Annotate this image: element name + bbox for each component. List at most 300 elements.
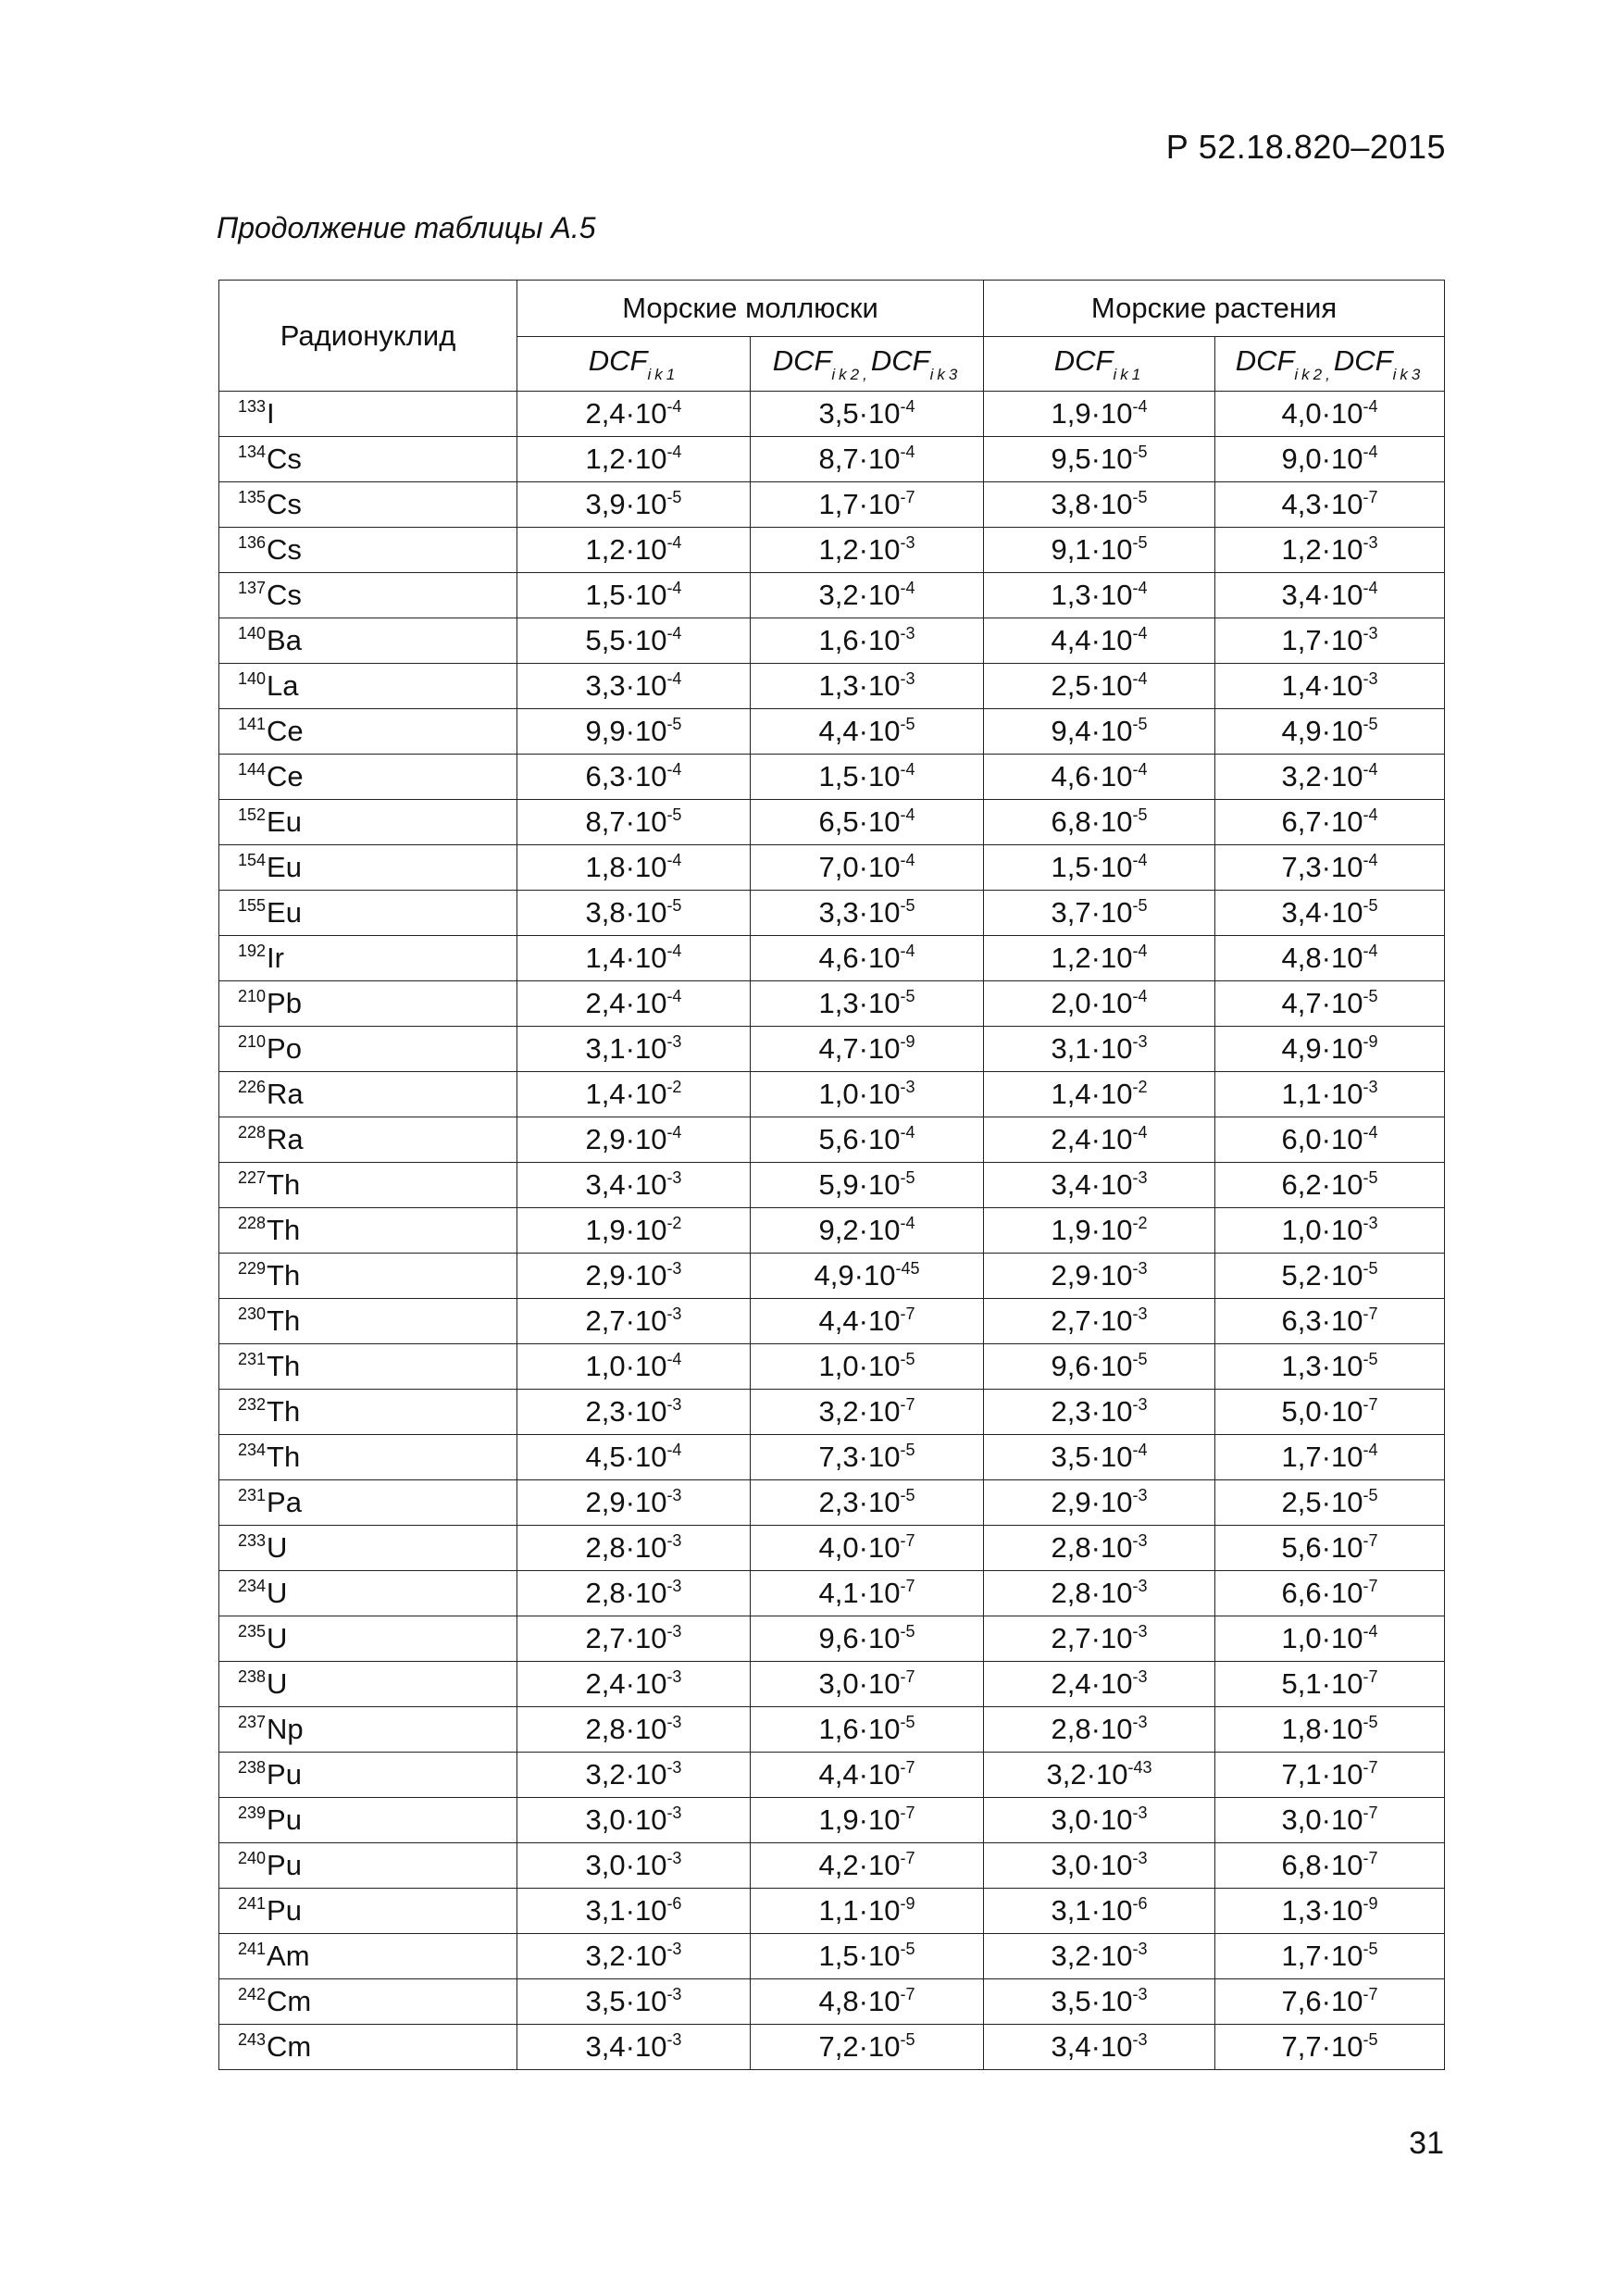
exponent: -3 bbox=[666, 1758, 682, 1777]
nuclide-cell bbox=[219, 936, 517, 981]
exponent: -4 bbox=[1363, 1622, 1378, 1641]
value-cell bbox=[1215, 981, 1445, 1027]
exponent: -43 bbox=[1127, 1758, 1152, 1777]
exponent: -3 bbox=[1132, 1395, 1148, 1414]
nuclide-cell bbox=[219, 618, 517, 664]
element-symbol: Am bbox=[267, 1940, 310, 1972]
nuclide-cell bbox=[219, 981, 517, 1027]
value-cell bbox=[1215, 1390, 1445, 1435]
value-cell bbox=[984, 1163, 1215, 1208]
mantissa: 8,7·10 bbox=[585, 805, 667, 838]
mantissa: 3,4·10 bbox=[1281, 896, 1363, 929]
nuclide-cell bbox=[219, 664, 517, 709]
exponent: -7 bbox=[1363, 1803, 1378, 1822]
exponent: -3 bbox=[1132, 1032, 1148, 1051]
value-cell bbox=[751, 1390, 984, 1435]
mantissa: 1,1·10 bbox=[818, 1894, 901, 1927]
element-symbol: Ce bbox=[267, 715, 304, 747]
exponent: -2 bbox=[1132, 1214, 1148, 1232]
table-row bbox=[219, 1480, 1445, 1526]
exponent: -3 bbox=[1363, 1078, 1378, 1096]
value-cell bbox=[517, 1571, 751, 1616]
table-row bbox=[219, 482, 1445, 528]
table-row bbox=[219, 1344, 1445, 1390]
mantissa: 1,5·10 bbox=[1051, 851, 1133, 883]
exponent: -3 bbox=[1132, 1803, 1148, 1822]
value-cell bbox=[517, 1117, 751, 1163]
nuclide-cell bbox=[219, 1753, 517, 1798]
mantissa: 1,4·10 bbox=[585, 1078, 667, 1110]
mantissa: 1,6·10 bbox=[818, 624, 901, 656]
element-symbol: Cm bbox=[267, 2030, 312, 2063]
element-symbol: Pu bbox=[267, 1894, 302, 1927]
nuclide-cell bbox=[219, 1571, 517, 1616]
mantissa: 5,9·10 bbox=[818, 1168, 901, 1201]
mantissa: 3,5·10 bbox=[1051, 1441, 1133, 1473]
exponent: -5 bbox=[666, 805, 682, 824]
value-cell bbox=[1215, 1662, 1445, 1707]
exponent: -5 bbox=[900, 896, 915, 915]
exponent: -4 bbox=[1132, 851, 1148, 869]
value-cell bbox=[1215, 1435, 1445, 1480]
exponent: -3 bbox=[1132, 1168, 1148, 1187]
mantissa: 1,7·10 bbox=[1281, 1441, 1363, 1473]
value-cell bbox=[751, 1027, 984, 1072]
exponent: -5 bbox=[900, 1441, 915, 1459]
element-symbol: Ba bbox=[267, 624, 302, 656]
table-row bbox=[219, 1798, 1445, 1843]
nuclide-cell bbox=[219, 1344, 517, 1390]
dcf-index: ik2, bbox=[831, 365, 871, 383]
exponent: -4 bbox=[900, 397, 915, 416]
page-number: 31 bbox=[1409, 2126, 1444, 2161]
table-row bbox=[219, 709, 1445, 755]
table-row bbox=[219, 1571, 1445, 1616]
mantissa: 2,8·10 bbox=[1051, 1713, 1133, 1745]
document-code: Р 52.18.820–2015 bbox=[1165, 128, 1446, 166]
mantissa: 1,0·10 bbox=[1281, 1214, 1363, 1246]
element-symbol: La bbox=[267, 669, 299, 702]
element-symbol: Pu bbox=[267, 1803, 302, 1836]
value-cell bbox=[517, 573, 751, 618]
nuclide-cell bbox=[219, 1707, 517, 1753]
exponent: -4 bbox=[900, 805, 915, 824]
value-cell bbox=[751, 1707, 984, 1753]
value-cell bbox=[1215, 1616, 1445, 1662]
value-cell bbox=[984, 1480, 1215, 1526]
exponent: -3 bbox=[666, 1304, 682, 1323]
element-symbol: Pu bbox=[267, 1758, 302, 1791]
value-cell bbox=[751, 1344, 984, 1390]
exponent: -4 bbox=[1363, 805, 1378, 824]
nuclide-cell bbox=[219, 755, 517, 800]
table-row bbox=[219, 1390, 1445, 1435]
exponent: -4 bbox=[666, 533, 682, 552]
value-cell bbox=[517, 1707, 751, 1753]
exponent: -5 bbox=[900, 1622, 915, 1641]
value-cell bbox=[984, 755, 1215, 800]
exponent: -3 bbox=[1363, 533, 1378, 552]
table-row bbox=[219, 1707, 1445, 1753]
mantissa: 4,4·10 bbox=[1051, 624, 1133, 656]
mantissa: 1,7·10 bbox=[1281, 624, 1363, 656]
mantissa: 6,3·10 bbox=[585, 760, 667, 792]
mantissa: 3,9·10 bbox=[585, 488, 667, 520]
exponent: -4 bbox=[666, 1350, 682, 1368]
exponent: -5 bbox=[1363, 987, 1378, 1005]
value-cell bbox=[751, 1435, 984, 1480]
value-cell bbox=[751, 1163, 984, 1208]
table-row bbox=[219, 1072, 1445, 1117]
exponent: -5 bbox=[666, 488, 682, 506]
exponent: -7 bbox=[900, 1849, 915, 1867]
exponent: -5 bbox=[1363, 896, 1378, 915]
mantissa: 4,7·10 bbox=[818, 1032, 901, 1065]
value-cell bbox=[751, 437, 984, 482]
value-cell bbox=[984, 1798, 1215, 1843]
value-cell bbox=[984, 573, 1215, 618]
exponent: -4 bbox=[666, 1123, 682, 1142]
mantissa: 7,3·10 bbox=[818, 1441, 901, 1473]
header-nuclide: Радионуклид bbox=[219, 281, 517, 392]
mantissa: 3,2·10 bbox=[818, 579, 901, 611]
mantissa: 2,7·10 bbox=[1051, 1622, 1133, 1654]
exponent: -3 bbox=[666, 1032, 682, 1051]
exponent: -5 bbox=[1363, 1940, 1378, 1958]
exponent: -2 bbox=[666, 1214, 682, 1232]
exponent: -4 bbox=[1363, 443, 1378, 461]
value-cell bbox=[1215, 618, 1445, 664]
value-cell bbox=[751, 1571, 984, 1616]
value-cell bbox=[984, 1390, 1215, 1435]
mass-number: 228 bbox=[238, 1214, 267, 1232]
exponent: -6 bbox=[666, 1894, 682, 1913]
mass-number: 228 bbox=[238, 1123, 267, 1142]
header-dcf-ik2-ik3-plants bbox=[1215, 337, 1445, 392]
table-row bbox=[219, 1163, 1445, 1208]
nuclide-cell bbox=[219, 1208, 517, 1254]
dcf-label: DCF bbox=[1235, 343, 1295, 377]
element-symbol: Pa bbox=[267, 1486, 302, 1518]
mantissa: 6,6·10 bbox=[1281, 1577, 1363, 1609]
mantissa: 9,1·10 bbox=[1051, 533, 1133, 566]
value-cell bbox=[751, 1072, 984, 1117]
element-symbol: U bbox=[267, 1667, 288, 1700]
value-cell bbox=[1215, 709, 1445, 755]
mantissa: 2,7·10 bbox=[1051, 1304, 1133, 1337]
nuclide-cell bbox=[219, 1979, 517, 2025]
exponent: -4 bbox=[1132, 669, 1148, 688]
value-cell bbox=[984, 1027, 1215, 1072]
mantissa: 6,2·10 bbox=[1281, 1168, 1363, 1201]
mass-number: 227 bbox=[238, 1168, 267, 1187]
exponent: -4 bbox=[1363, 397, 1378, 416]
exponent: -3 bbox=[666, 1259, 682, 1278]
exponent: -7 bbox=[1363, 1395, 1378, 1414]
value-cell bbox=[751, 1254, 984, 1299]
exponent: -5 bbox=[1132, 715, 1148, 733]
mantissa: 9,6·10 bbox=[1051, 1350, 1133, 1382]
table-row bbox=[219, 936, 1445, 981]
mass-number: 235 bbox=[238, 1622, 267, 1641]
mantissa: 4,8·10 bbox=[1281, 942, 1363, 974]
value-cell bbox=[751, 1753, 984, 1798]
value-cell bbox=[1215, 1934, 1445, 1979]
header-marine-plants: Морские растения bbox=[984, 281, 1445, 337]
value-cell bbox=[1215, 392, 1445, 437]
table-row bbox=[219, 2025, 1445, 2070]
element-symbol: U bbox=[267, 1577, 288, 1609]
mantissa: 2,7·10 bbox=[585, 1622, 667, 1654]
value-cell bbox=[1215, 1843, 1445, 1889]
mantissa: 1,3·10 bbox=[818, 669, 901, 702]
value-cell bbox=[1215, 1753, 1445, 1798]
table-row bbox=[219, 755, 1445, 800]
element-symbol: Th bbox=[267, 1350, 301, 1382]
nuclide-cell bbox=[219, 800, 517, 845]
value-cell bbox=[517, 2025, 751, 2070]
value-cell bbox=[984, 1254, 1215, 1299]
value-cell bbox=[517, 1299, 751, 1344]
mantissa: 4,1·10 bbox=[818, 1577, 901, 1609]
value-cell bbox=[751, 1117, 984, 1163]
mantissa: 3,0·10 bbox=[585, 1803, 667, 1836]
mantissa: 2,8·10 bbox=[585, 1713, 667, 1745]
element-symbol: Ra bbox=[267, 1078, 304, 1110]
mantissa: 2,4·10 bbox=[585, 1667, 667, 1700]
mantissa: 4,4·10 bbox=[818, 1758, 901, 1791]
exponent: -3 bbox=[1363, 669, 1378, 688]
mantissa: 2,5·10 bbox=[1281, 1486, 1363, 1518]
mantissa: 2,4·10 bbox=[1051, 1667, 1133, 1700]
nuclide-cell bbox=[219, 482, 517, 528]
header-dcf-ik1-mollusks bbox=[517, 337, 751, 392]
exponent: -3 bbox=[1132, 1304, 1148, 1323]
value-cell bbox=[1215, 1889, 1445, 1934]
mantissa: 7,2·10 bbox=[818, 2030, 901, 2063]
nuclide-cell bbox=[219, 392, 517, 437]
mantissa: 4,9·10 bbox=[1281, 1032, 1363, 1065]
value-cell bbox=[984, 1208, 1215, 1254]
mantissa: 3,5·10 bbox=[818, 397, 901, 430]
exponent: -7 bbox=[900, 1304, 915, 1323]
exponent: -9 bbox=[1363, 1032, 1378, 1051]
mantissa: 2,8·10 bbox=[1051, 1577, 1133, 1609]
mantissa: 1,0·10 bbox=[585, 1350, 667, 1382]
nuclide-cell bbox=[219, 709, 517, 755]
value-cell bbox=[751, 618, 984, 664]
exponent: -5 bbox=[1363, 1168, 1378, 1187]
mantissa: 7,1·10 bbox=[1281, 1758, 1363, 1791]
table-row bbox=[219, 1934, 1445, 1979]
exponent: -5 bbox=[900, 1350, 915, 1368]
mantissa: 1,2·10 bbox=[818, 533, 901, 566]
mantissa: 4,4·10 bbox=[818, 715, 901, 747]
value-cell bbox=[517, 437, 751, 482]
table-row bbox=[219, 1843, 1445, 1889]
nuclide-cell bbox=[219, 1934, 517, 1979]
mass-number: 210 bbox=[238, 987, 267, 1005]
mantissa: 7,3·10 bbox=[1281, 851, 1363, 883]
mantissa: 2,3·10 bbox=[818, 1486, 901, 1518]
table-row bbox=[219, 1662, 1445, 1707]
mantissa: 3,1·10 bbox=[585, 1032, 667, 1065]
exponent: -5 bbox=[1132, 443, 1148, 461]
dcf-index: ik3 bbox=[1392, 365, 1425, 383]
exponent: -4 bbox=[666, 624, 682, 643]
exponent: -5 bbox=[900, 715, 915, 733]
exponent: -5 bbox=[900, 1486, 915, 1504]
mass-number: 155 bbox=[238, 896, 267, 915]
exponent: -3 bbox=[666, 1667, 682, 1686]
mantissa: 1,3·10 bbox=[818, 987, 901, 1019]
value-cell bbox=[751, 573, 984, 618]
mantissa: 6,7·10 bbox=[1281, 805, 1363, 838]
value-cell bbox=[751, 891, 984, 936]
exponent: -3 bbox=[1132, 2030, 1148, 2049]
mantissa: 2,4·10 bbox=[1051, 1123, 1133, 1155]
exponent: -7 bbox=[900, 1577, 915, 1595]
mass-number: 230 bbox=[238, 1304, 267, 1323]
exponent: -5 bbox=[1132, 896, 1148, 915]
mantissa: 9,0·10 bbox=[1281, 443, 1363, 475]
exponent: -3 bbox=[1132, 1531, 1148, 1550]
exponent: -6 bbox=[1132, 1894, 1148, 1913]
exponent: -3 bbox=[666, 1395, 682, 1414]
value-cell bbox=[517, 1254, 751, 1299]
nuclide-cell bbox=[219, 1254, 517, 1299]
mantissa: 3,2·10 bbox=[585, 1758, 667, 1791]
value-cell bbox=[751, 1934, 984, 1979]
value-cell bbox=[984, 1117, 1215, 1163]
mantissa: 3,4·10 bbox=[1281, 579, 1363, 611]
mantissa: 5,6·10 bbox=[818, 1123, 901, 1155]
mantissa: 1,2·10 bbox=[1051, 942, 1133, 974]
exponent: -7 bbox=[900, 1531, 915, 1550]
value-cell bbox=[517, 1208, 751, 1254]
mantissa: 3,0·10 bbox=[1051, 1849, 1133, 1881]
table-row bbox=[219, 1208, 1445, 1254]
mantissa: 5,5·10 bbox=[585, 624, 667, 656]
mantissa: 3,0·10 bbox=[1281, 1803, 1363, 1836]
exponent: -4 bbox=[1363, 760, 1378, 779]
value-cell bbox=[517, 1934, 751, 1979]
element-symbol: Ir bbox=[267, 942, 284, 974]
mantissa: 1,9·10 bbox=[1051, 1214, 1133, 1246]
exponent: -5 bbox=[900, 1940, 915, 1958]
exponent: -45 bbox=[895, 1259, 920, 1278]
mantissa: 3,1·10 bbox=[585, 1894, 667, 1927]
mantissa: 3,4·10 bbox=[1051, 1168, 1133, 1201]
value-cell bbox=[751, 1480, 984, 1526]
mass-number: 241 bbox=[238, 1894, 267, 1913]
exponent: -4 bbox=[900, 1123, 915, 1142]
exponent: -3 bbox=[666, 1985, 682, 2003]
value-cell bbox=[984, 437, 1215, 482]
table-row bbox=[219, 437, 1445, 482]
element-symbol: Cm bbox=[267, 1985, 312, 2017]
mantissa: 3,0·10 bbox=[585, 1849, 667, 1881]
mantissa: 2,0·10 bbox=[1051, 987, 1133, 1019]
exponent: -4 bbox=[1132, 760, 1148, 779]
mass-number: 242 bbox=[238, 1985, 267, 2003]
value-cell bbox=[1215, 1163, 1445, 1208]
exponent: -4 bbox=[1132, 987, 1148, 1005]
value-cell bbox=[1215, 1208, 1445, 1254]
mantissa: 3,5·10 bbox=[585, 1985, 667, 2017]
mantissa: 3,4·10 bbox=[1051, 2030, 1133, 2063]
exponent: -4 bbox=[666, 669, 682, 688]
value-cell bbox=[1215, 1707, 1445, 1753]
dcf-label: DCF bbox=[870, 343, 930, 377]
mantissa: 5,2·10 bbox=[1281, 1259, 1363, 1292]
exponent: -5 bbox=[1132, 1350, 1148, 1368]
value-cell bbox=[751, 800, 984, 845]
value-cell bbox=[517, 1435, 751, 1480]
header-dcf-ik2-ik3-mollusks bbox=[751, 337, 984, 392]
table-row bbox=[219, 800, 1445, 845]
exponent: -2 bbox=[1132, 1078, 1148, 1096]
element-symbol: U bbox=[267, 1531, 288, 1564]
exponent: -3 bbox=[1132, 1713, 1148, 1731]
exponent: -4 bbox=[900, 579, 915, 597]
exponent: -9 bbox=[1363, 1894, 1378, 1913]
value-cell bbox=[517, 1480, 751, 1526]
element-symbol: Cs bbox=[267, 443, 302, 475]
element-symbol: Th bbox=[267, 1259, 301, 1292]
element-symbol: Th bbox=[267, 1395, 301, 1428]
value-cell bbox=[984, 392, 1215, 437]
value-cell bbox=[1215, 800, 1445, 845]
mantissa: 1,2·10 bbox=[1281, 533, 1363, 566]
exponent: -3 bbox=[1132, 1849, 1148, 1867]
exponent: -3 bbox=[1132, 1486, 1148, 1504]
table-row bbox=[219, 1299, 1445, 1344]
mantissa: 1,3·10 bbox=[1281, 1350, 1363, 1382]
exponent: -2 bbox=[666, 1078, 682, 1096]
exponent: -4 bbox=[666, 579, 682, 597]
nuclide-cell bbox=[219, 891, 517, 936]
value-cell bbox=[517, 891, 751, 936]
mass-number: 133 bbox=[238, 397, 267, 416]
element-symbol: Th bbox=[267, 1214, 301, 1246]
table-row bbox=[219, 392, 1445, 437]
mantissa: 3,3·10 bbox=[818, 896, 901, 929]
mantissa: 3,2·10 bbox=[1046, 1758, 1128, 1791]
exponent: -3 bbox=[666, 1803, 682, 1822]
dcf-label: DCF bbox=[772, 343, 832, 377]
mantissa: 5,1·10 bbox=[1281, 1667, 1363, 1700]
exponent: -4 bbox=[1363, 1441, 1378, 1459]
exponent: -4 bbox=[900, 942, 915, 960]
mantissa: 2,8·10 bbox=[1051, 1531, 1133, 1564]
mass-number: 234 bbox=[238, 1441, 267, 1459]
exponent: -3 bbox=[666, 1622, 682, 1641]
exponent: -7 bbox=[1363, 1577, 1378, 1595]
value-cell bbox=[984, 800, 1215, 845]
value-cell bbox=[517, 1344, 751, 1390]
mass-number: 233 bbox=[238, 1531, 267, 1550]
element-symbol: Eu bbox=[267, 896, 302, 929]
mantissa: 3,5·10 bbox=[1051, 1985, 1133, 2017]
value-cell bbox=[751, 1843, 984, 1889]
exponent: -7 bbox=[900, 1667, 915, 1686]
element-symbol: Cs bbox=[267, 579, 302, 611]
dcf-index: ik1 bbox=[647, 365, 679, 383]
mantissa: 1,6·10 bbox=[818, 1713, 901, 1745]
mass-number: 134 bbox=[238, 443, 267, 461]
nuclide-cell bbox=[219, 1662, 517, 1707]
